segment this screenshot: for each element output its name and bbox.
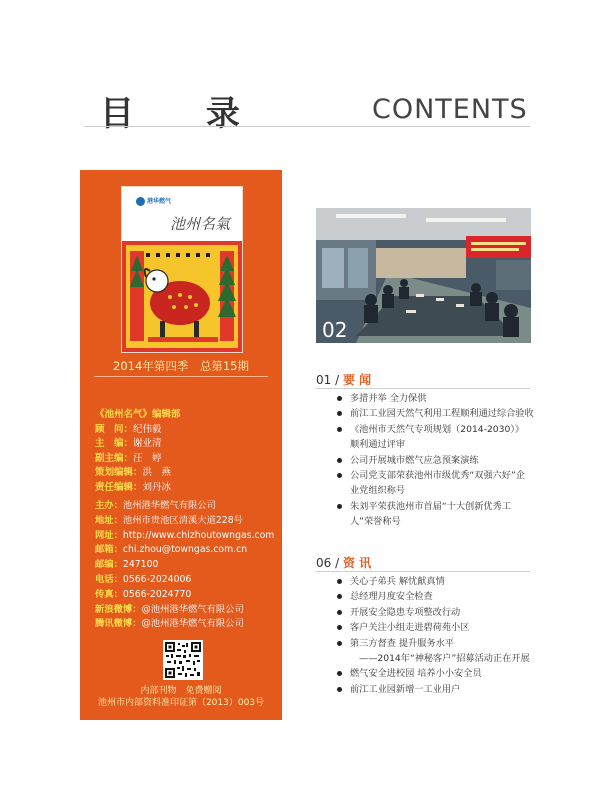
section-title: 资 讯	[342, 556, 372, 570]
website-link[interactable]: http://www.chizhoutowngas.com	[122, 529, 275, 541]
toc-item[interactable]: 客户关注小组走进碧荷苑小区	[337, 620, 530, 635]
info-value: 池州港华燃气有限公司	[122, 500, 216, 511]
staff-role: 责任编辑：	[95, 481, 143, 493]
toc-item-continuation[interactable]: 顺利通过评审	[350, 439, 406, 451]
info-label: 新浪微博：	[95, 603, 142, 615]
section-slash: /	[331, 373, 343, 387]
cover-logo-text: 港华燃气	[147, 198, 172, 205]
info-label: 邮箱：	[95, 544, 123, 556]
staff-row	[95, 466, 181, 481]
info-value: 池州市贵池区清溪大道228号	[122, 514, 243, 526]
toc-item[interactable]: 前江工业园天然气利用工程顺利通过综合验收	[337, 406, 534, 421]
info-label: 电话：	[95, 573, 123, 585]
section-divider	[316, 571, 530, 572]
masthead-panel	[80, 170, 282, 720]
staff-name: 刘丹冰	[142, 481, 172, 493]
section-heading-info	[316, 554, 371, 571]
info-value: @池州港华燃气有限公司	[141, 603, 244, 615]
staff-role: 顾 问：	[95, 423, 134, 435]
publisher-info	[95, 499, 274, 632]
info-label: 邮编：	[95, 559, 123, 571]
toc-item[interactable]: 朱刘平荣获池州市首届“十大创新优秀工	[337, 499, 534, 514]
page-title-en: CONTENTS	[372, 94, 528, 125]
staff-name: 洪 燕	[142, 467, 172, 478]
qr-code-icon[interactable]	[163, 640, 203, 680]
toc-item[interactable]: 公司开展城市燃气应急预案演练	[337, 453, 534, 468]
toc-item[interactable]: 第三方督查 提升服务水平	[337, 636, 530, 651]
page-number: 02	[322, 318, 348, 342]
permit-number: 池州市内部资料准印证第（2013）003号	[97, 698, 265, 708]
toc-item[interactable]: 《池州市天然气专项规划（2014-2030）》	[337, 422, 534, 437]
free-distribution-note: 内部刊物 免费赠阅	[140, 686, 222, 696]
toc-item[interactable]: 多措并举 全力保供	[337, 391, 534, 406]
panel-footer	[80, 685, 282, 709]
info-row	[95, 617, 274, 632]
page-title-cn: 目 录	[100, 94, 270, 134]
staff-role: 主 编：	[95, 438, 134, 449]
title-divider	[84, 126, 530, 127]
cover-calligraphy: 池州名氣	[170, 215, 231, 233]
staff-row	[95, 423, 181, 438]
section-divider	[316, 388, 530, 389]
editorial-staff	[95, 408, 181, 495]
info-row	[95, 603, 274, 618]
magazine-cover	[121, 186, 243, 353]
toc-item[interactable]: 公司党支部荣获池州市级优秀“双强六好”企	[337, 468, 534, 483]
info-label: 传真：	[95, 588, 123, 600]
issue-divider	[94, 376, 268, 377]
info-label: 腾讯微博：	[95, 618, 142, 630]
section-title: 要 闻	[342, 373, 372, 387]
conference-room-illustration	[316, 208, 531, 343]
staff-row	[95, 437, 181, 452]
info-value: @池州港华燃气有限公司	[141, 618, 244, 630]
section-number: 06	[316, 556, 332, 570]
staff-name: 汪 婷	[133, 452, 162, 464]
info-row	[95, 499, 274, 514]
toc-item[interactable]: 开展安全隐患专项整改行动	[337, 605, 530, 620]
towngas-logo-icon	[136, 197, 145, 206]
toc-item[interactable]: 总经理月度安全检查	[337, 589, 530, 604]
cover-sheep-artwork	[122, 241, 242, 352]
toc-item-continuation[interactable]: ——2014年“神秘客户”招募活动正在开展	[359, 653, 530, 665]
staff-row	[95, 481, 181, 496]
info-row	[95, 514, 274, 529]
section-heading-news	[316, 371, 371, 388]
staff-name: 谢业清	[133, 438, 162, 449]
info-value: 0566-2024006	[122, 573, 192, 585]
editorial-heading: 《池州名气》编辑部	[95, 409, 181, 420]
info-label: 网址：	[95, 529, 123, 541]
info-list	[337, 574, 530, 697]
issue-label: 2014年第四季 总第15期	[113, 359, 249, 373]
info-row	[95, 543, 274, 558]
info-value: 0566-2024770	[122, 588, 192, 600]
staff-role: 策划编辑：	[95, 467, 143, 478]
staff-role: 副主编：	[95, 452, 134, 464]
toc-item-continuation[interactable]: 业党组织称号	[350, 485, 406, 497]
staff-name: 纪伟毅	[133, 423, 162, 435]
info-value: 247100	[122, 559, 159, 571]
toc-item[interactable]: 前江工业园新增一工业用户	[337, 682, 530, 697]
staff-row	[95, 452, 181, 467]
news-list	[337, 391, 534, 530]
toc-item-continuation[interactable]: 人”荣誉称号	[350, 516, 401, 528]
toc-item[interactable]: 燃气安全进校园 培养小小安全员	[337, 666, 530, 681]
meeting-photo	[316, 208, 531, 343]
section-slash: /	[331, 556, 343, 570]
info-row	[95, 588, 274, 603]
info-row	[95, 573, 274, 588]
email-link[interactable]: chi.zhou@towngas.com.cn	[122, 544, 248, 556]
section-number: 01	[316, 373, 332, 387]
info-label: 主办：	[95, 500, 123, 511]
cover-header	[122, 187, 242, 239]
toc-item[interactable]: 关心子弟兵 解忧献真情	[337, 574, 530, 589]
info-row	[95, 529, 274, 544]
info-row	[95, 558, 274, 573]
info-label: 地址：	[95, 514, 123, 526]
